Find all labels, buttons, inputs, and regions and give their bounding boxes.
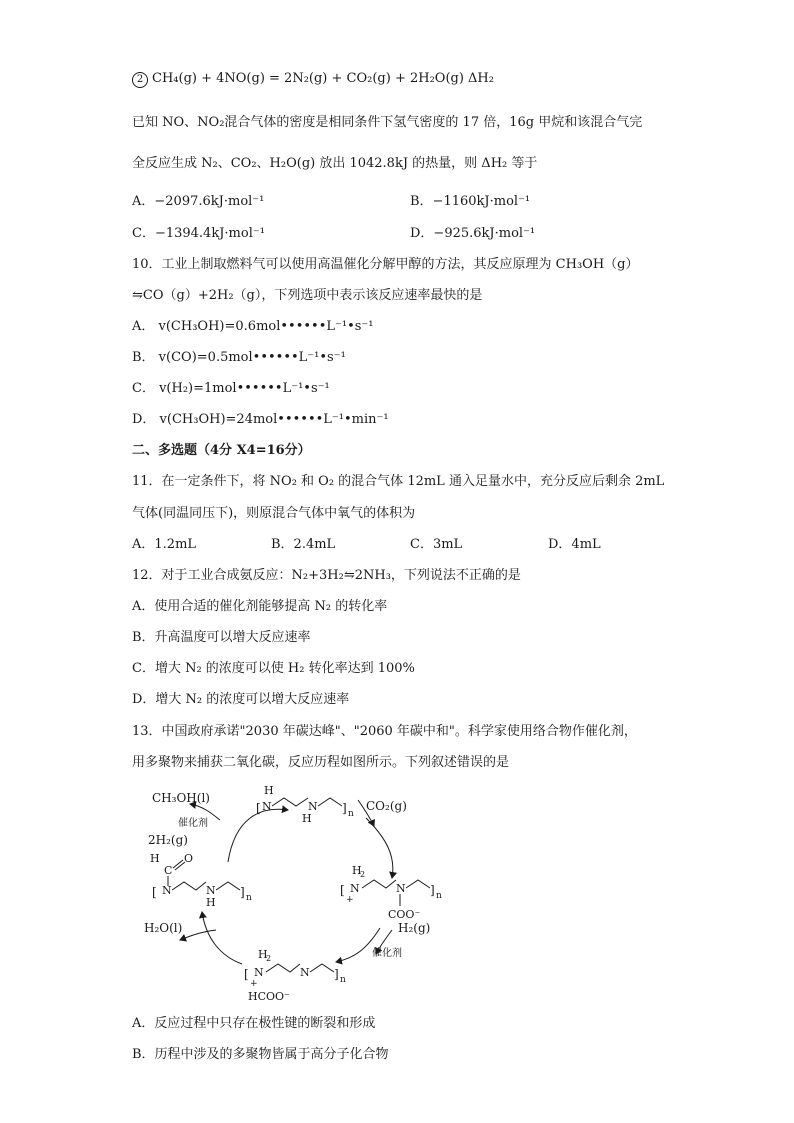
q10-option-c: C． v(H₂)=1mol••••••L⁻¹•s⁻¹ [132,381,330,396]
atom-h-top-2: H [302,812,312,825]
polymer-top [256,784,354,825]
q10-option-b: B． v(CO)=0.5mol••••••L⁻¹•s⁻¹ [132,350,346,365]
atom-n-bottom-1: N [254,966,264,979]
atom-c-formyl: C [164,864,173,877]
q13-stem-line2: 用多聚物来捕获二氧化碳，反应历程如图所示。下列叙述错误的是 [132,755,510,770]
bracket-left: [ [152,885,157,899]
subscript-2-bottom: 2 [266,954,272,963]
atom-n-top-2: N [308,800,318,813]
q13-option-b: B．历程中涉及的多聚物皆属于高分子化合物 [132,1047,389,1062]
q10-option-a: A． v(CH₃OH)=0.6mol••••••L⁻¹•s⁻¹ [132,319,374,334]
q9-option-c: C．−1394.4kJ·mol⁻¹ [132,226,265,241]
atom-n-right-2: N [396,882,406,895]
bracket-left: [ [244,967,249,981]
subscript-2-right: 2 [360,870,366,879]
bracket-right: ] [334,967,339,981]
q11-option-d: D．4mL [548,537,601,552]
q10-stem-line1: 10．工业上制取燃料气可以使用高温催化分解甲醇的方法，其反应原理为 CH₃OH（g） [132,257,639,272]
atom-h-left: H [206,896,216,909]
methanol-label: CH₃OH(l) [152,791,210,805]
equation-2-text: CH₄(g) + 4NO(g) = 2N₂(g) + CO₂(g) + 2H₂O(g) ΔH₂ [152,71,494,86]
q10-option-d: D． v(CH₃OH)=24mol••••••L⁻¹•min⁻¹ [132,412,389,427]
q11-option-b: B．2.4mL [271,537,336,552]
subscript-n-left: n [246,893,252,903]
reaction-cycle-diagram [140,778,460,1006]
q9-option-b: B．−1160kJ·mol⁻¹ [410,194,531,209]
q12-stem: 12．对于工业合成氨反应：N₂+3H₂⇋2NH₃，下列说法不正确的是 [132,568,521,583]
carboxylate-label: COO⁻ [388,908,421,921]
plus-charge-right: + [346,895,354,905]
circled-number-marker: 2 [132,72,148,88]
catalyst-label-right: 催化剂 [372,948,402,959]
q11-option-a: A．1.2mL [132,537,197,552]
q11-stem-line2: 气体(同温同压下)，则原混合气体中氧气的体积为 [132,506,416,521]
q9-stem-line2: 全反应生成 N₂、CO₂、H₂O(g) 放出 1042.8kJ 的热量，则 ΔH₂ 等于 [132,156,538,171]
bracket-left: [ [340,883,345,897]
atom-n-left-2: N [206,884,216,897]
plus-charge-bottom: + [250,979,258,989]
formate-label: HCOO⁻ [248,990,290,1003]
cycle-arrow-top [228,809,288,862]
q9-option-d: D．−925.6kJ·mol⁻¹ [410,226,536,241]
cycle-arrow-right [366,818,393,878]
q12-option-d: D．增大 N₂ 的浓度可以增大反应速率 [132,692,350,707]
atom-n-top-1: N [262,800,272,813]
bracket-right: ] [240,885,245,899]
subscript-n-top: n [348,809,354,819]
bracket-left: [ [256,801,261,815]
polymer-left [150,852,252,909]
polymer-bottom [244,948,346,1003]
atom-h-formyl: H [150,852,160,865]
q11-stem-line1: 11．在一定条件下，将 NO₂ 和 O₂ 的混合气体 12mL 通入足量水中，充分反应后剩余 2mL [132,474,665,489]
section-heading-multiple-choice: 二、多选题（4分 X4=16分） [132,443,311,458]
q9-option-a: A．−2097.6kJ·mol⁻¹ [132,194,265,209]
q11-option-c: C．3mL [410,537,463,552]
h2-right-label: H₂(g) [398,921,431,935]
equation-2 [132,70,494,88]
water-label: H₂O(l) [144,921,183,935]
q12-option-b: B．升高温度可以增大反应速率 [132,630,311,645]
h2-left-label: 2H₂(g) [148,833,188,847]
atom-h2-bottom: H [258,948,268,961]
cycle-arrow-bottom-left [202,912,242,964]
q13-option-a: A．反应过程中只存在极性键的断裂和形成 [132,1016,376,1031]
q12-option-c: C．增大 N₂ 的浓度可以使 H₂ 转化率达到 100% [132,661,415,676]
atom-h2-right: H [352,864,362,877]
atom-n-bottom-2: N [300,966,310,979]
polymer-right [340,864,442,921]
subscript-n-bottom: n [340,975,346,985]
atom-h-top-1: H [264,784,274,797]
bracket-right: ] [342,801,347,815]
q10-stem-line2: ⇋CO（g）+2H₂（g），下列选项中表示该反应速率最快的是 [132,288,483,303]
q9-stem-line1: 已知 NO、NO₂混合气体的密度是相同条件下氢气密度的 17 倍，16g 甲烷和该混合气完 [132,115,643,130]
atom-n-left-1: N [162,884,172,897]
catalyst-label-left: 催化剂 [178,818,208,829]
atom-o-formyl: O [184,852,194,865]
q13-stem-line1: 13．中国政府承诺"2030 年碳达峰"、"2060 年碳中和"。科学家使用络合物作催化剂， [132,724,637,739]
bracket-right: ] [430,883,435,897]
co2-label: CO₂(g) [366,799,407,813]
q12-option-a: A．使用合适的催化剂能够提高 N₂ 的转化率 [132,599,388,614]
atom-n-right-1: N [350,882,360,895]
subscript-n-right: n [436,891,442,901]
